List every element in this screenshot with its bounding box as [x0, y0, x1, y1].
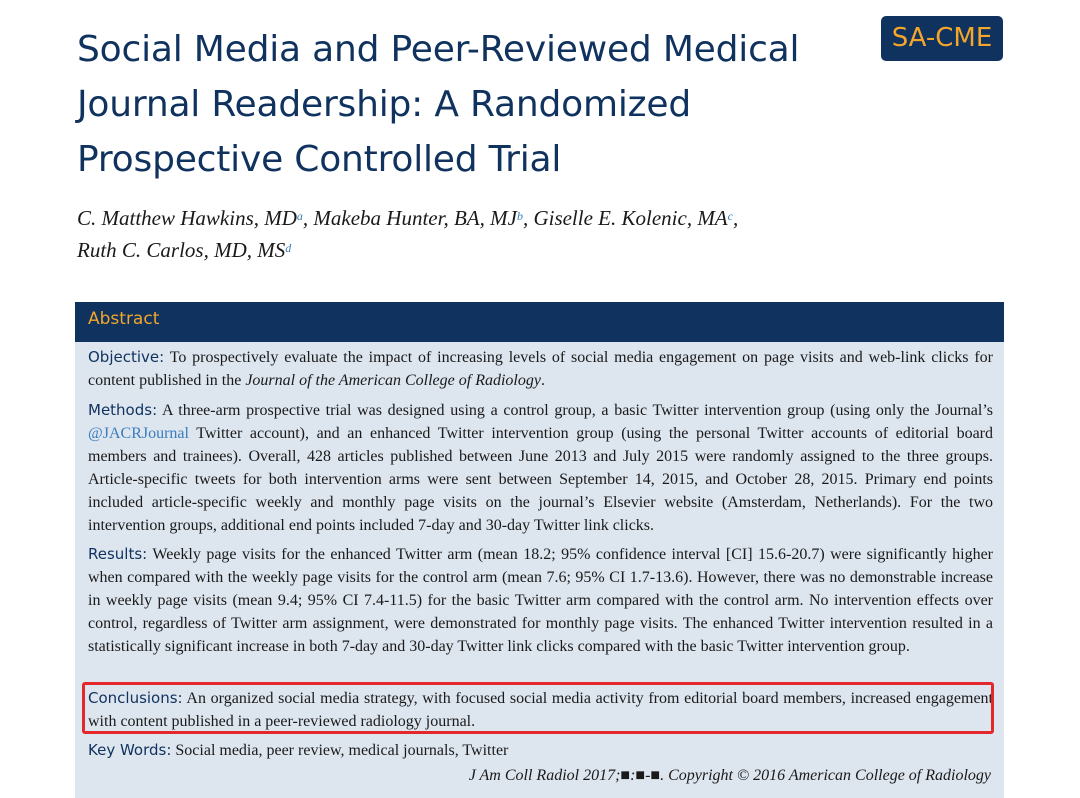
section-label: Objective:: [88, 348, 165, 366]
section-label: Methods:: [88, 401, 158, 419]
author-name: C. Matthew Hawkins, MD: [77, 206, 297, 230]
article-title: Social Media and Peer-Reviewed Medical Journal Readership: A Randomized Prospective Controlled Trial: [77, 29, 800, 180]
twitter-handle-link[interactable]: @JACRJournal: [88, 425, 189, 442]
conclusions-highlight-box: [82, 682, 994, 734]
author-separator: ,: [302, 206, 314, 230]
conclusions-text: An organized social media strategy, with focused social media activity from editorial board members, increased engagement with content published in a peer-reviewed radiology journal.: [88, 690, 993, 730]
methods-text-rest: Twitter account), and an enhanced Twitter intervention group (using the personal Twitter accounts of editorial board members and trainees). Overall, 428 articles published between June 2013 and July 2015 were randomly assigned to the three groups. Article-specific tweets for both intervention arms were sent between September 14, 2015, and October 28, 2015. Primary end points included article-specific weekly and monthly page visits on the journal’s Elsevier website (Amsterdam, Netherlands). For the two intervention groups, additional end points included 7-day and 30-day Twitter link clicks.: [88, 425, 993, 534]
results-text: Weekly page visits for the enhanced Twitter arm (mean 18.2; 95% confidence interval [CI] 15.6-20.7) were significantly higher when compared with the weekly page visits for the control arm (mean 7.6; 95% CI 1.7-13.6). However, there was no demonstrable increase in weekly page visits (mean 9.4; 95% CI 7.4-11.5) for the basic Twitter arm compared with the control arm. No intervention effects over control, regardless of Twitter arm assignment, were demonstrated for monthly page visits. The enhanced Twitter intervention resulted in a statistically significant increase in both 7-day and 30-day Twitter link clicks compared with the basic Twitter intervention group.: [88, 546, 993, 655]
abstract-results: [88, 543, 993, 658]
author-list: [77, 202, 877, 266]
abstract-header: [75, 302, 1004, 342]
methods-text: A three-arm prospective trial was designed using a control group, a basic Twitter intervention group (using only the Journal’s: [157, 402, 993, 419]
keywords-text: Social media, peer review, medical journals, Twitter: [171, 742, 509, 759]
sa-cme-badge: SA-CME: [881, 16, 1003, 61]
author-separator: ,: [522, 206, 534, 230]
affiliation-marker[interactable]: c: [727, 209, 733, 223]
journal-name: Journal of the American College of Radiology: [245, 372, 541, 389]
affiliation-marker[interactable]: b: [516, 209, 523, 223]
abstract-keywords: [88, 739, 993, 762]
affiliation-marker[interactable]: a: [296, 209, 303, 223]
section-label: Conclusions:: [88, 689, 183, 707]
author-name: Makeba Hunter, BA, MJ: [313, 206, 517, 230]
citation-line: J Am Coll Radiol 2017;■:■-■. Copyright © 2016 American College of Radiology: [468, 767, 991, 784]
affiliation-marker[interactable]: d: [285, 241, 292, 255]
abstract-heading: Abstract: [88, 309, 160, 329]
section-label: Key Words:: [88, 741, 172, 759]
objective-text-end: .: [540, 372, 545, 389]
author-separator: ,: [732, 206, 739, 230]
section-label: Results:: [88, 545, 148, 563]
author-name: Ruth C. Carlos, MD, MS: [77, 238, 286, 262]
author-name: Giselle E. Kolenic, MA: [533, 206, 728, 230]
abstract-methods: [88, 399, 993, 537]
abstract-objective: [88, 346, 993, 392]
objective-text: To prospectively evaluate the impact of increasing levels of social media engagement on page visits and web-link clicks for content published in the: [88, 349, 993, 389]
